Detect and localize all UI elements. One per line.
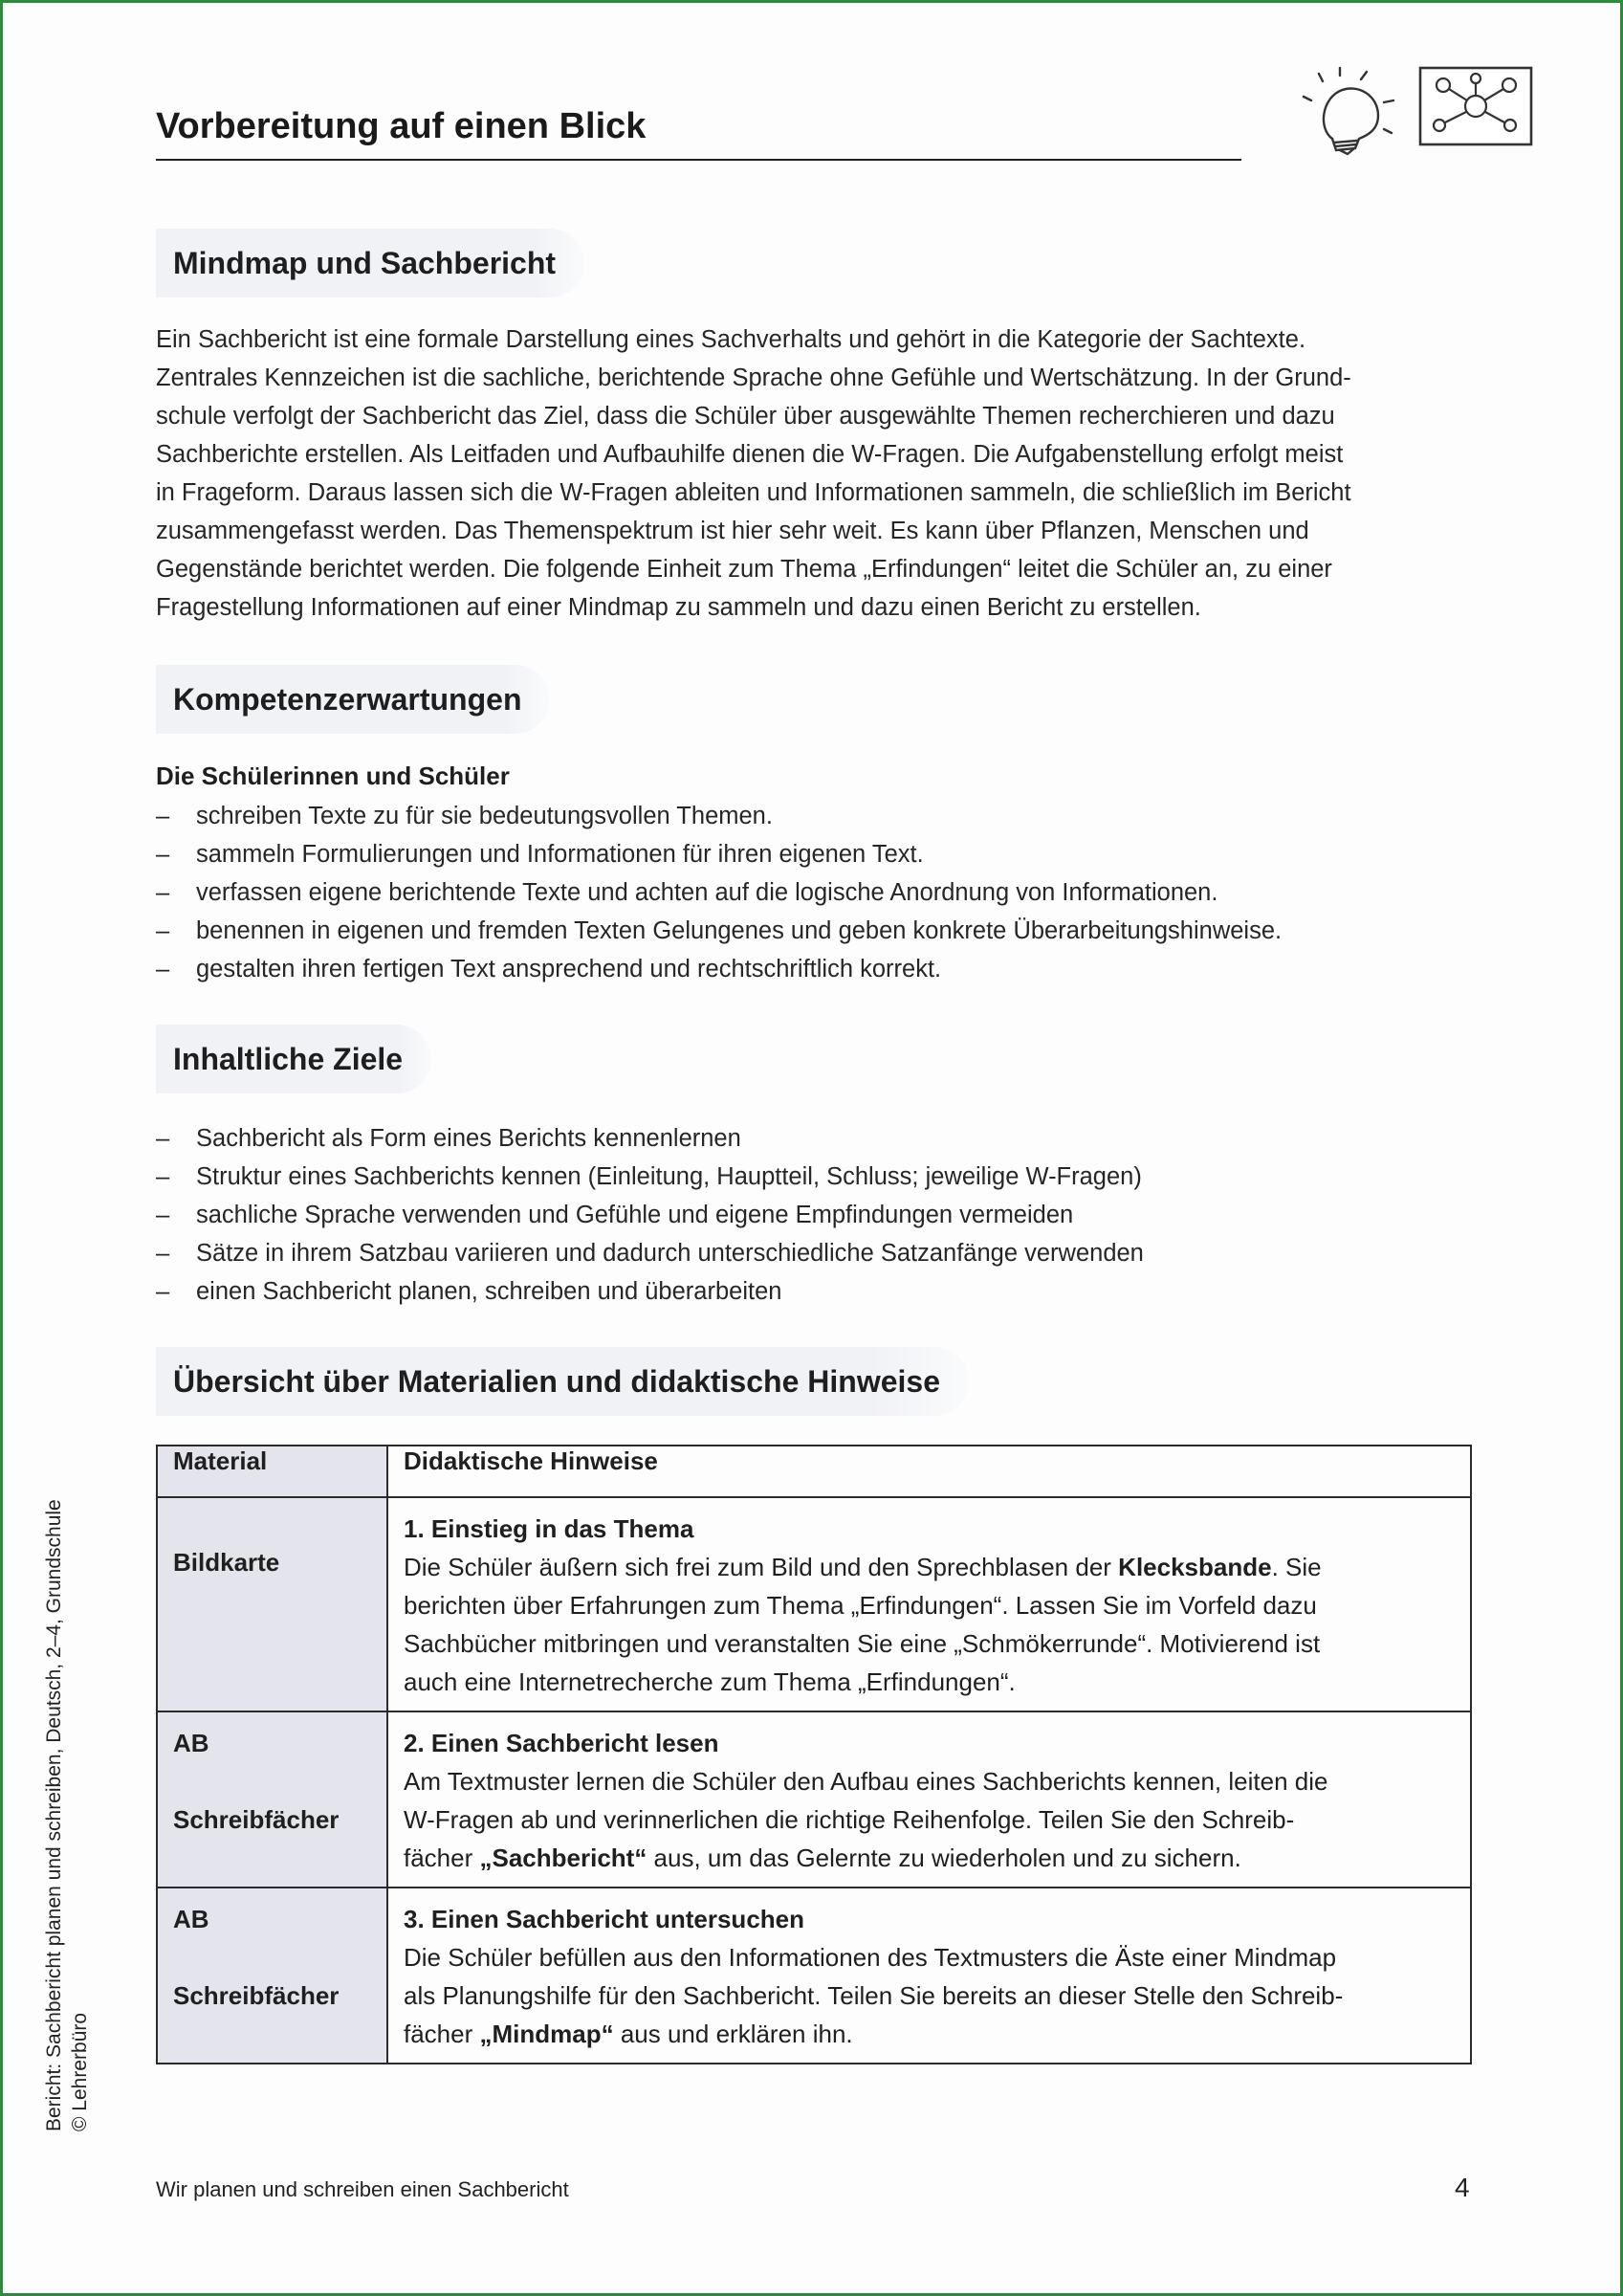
footer-title: Wir planen und schreiben einen Sachbericht — [156, 2177, 569, 2201]
step-title: 3. Einen Sachbericht untersuchen — [404, 1905, 804, 1933]
list-item: – benennen in eigenen und fremden Texten Gelungenes und geben konkrete Überarbeitungshinweise. — [156, 912, 1495, 950]
material-label: Schreibfächer — [173, 1981, 340, 2010]
text-fragment: . Sie — [1271, 1553, 1322, 1581]
hinweise-cell — [387, 1888, 1471, 2064]
list-item: – Sachbericht als Form eines Berichts kennenlernen — [156, 1119, 1495, 1158]
text-fragment: aus und erklären ihn. — [613, 2020, 853, 2048]
page-number: 4 — [1455, 2173, 1470, 2202]
material-label: Schreibfächer — [173, 1805, 340, 1834]
mindmap-icon — [1418, 66, 1533, 151]
paragraph-line: in Frageform. Daraus lassen sich die W-Fragen ableiten und Informationen sammeln, die schließlich im Bericht — [156, 479, 1351, 506]
paragraph-line: Gegenstände berichtet werden. Die folgende Einheit zum Thema „Erfindungen“ leitet die Schüler an, zu einer — [156, 556, 1332, 583]
paragraph-line: Zentrales Kennzeichen ist die sachliche, berichtende Sprache ohne Gefühle und Wertschätzung. In der Grund- — [156, 364, 1351, 391]
kompetenz-subheading: Die Schülerinnen und Schüler — [156, 762, 510, 790]
hinweise-cell — [387, 1711, 1471, 1888]
step-text-line: Die Schüler befüllen aus den Informationen des Textmusters die Äste einer Mindmap — [404, 1943, 1337, 1972]
table-row — [157, 1497, 1471, 1711]
text-fragment: fächer — [404, 2020, 480, 2048]
bold-term: „Mindmap“ — [479, 2020, 614, 2048]
bold-term: „Sachbericht“ — [479, 1843, 647, 1872]
paragraph-line: Ein Sachbericht ist eine formale Darstellung eines Sachverhalts und gehört in die Kategorie der Sachtexte. — [156, 326, 1306, 353]
material-cell — [157, 1888, 387, 2064]
paragraph-line: zusammengefasst werden. Das Themenspektrum ist hier sehr weit. Es kann über Pflanzen, Menschen und — [156, 518, 1309, 544]
bold-term: Klecksbande — [1118, 1553, 1272, 1581]
side-source-line: Bericht: Sachbericht planen und schreiben, Deutsch, 2–4, Grundschule — [43, 1499, 65, 2131]
section-heading-uebersicht: Übersicht über Materialien und didaktische Hinweise — [156, 1347, 969, 1416]
materials-table — [156, 1445, 1472, 2064]
step-text — [404, 1762, 1455, 1877]
material-cell — [157, 1711, 387, 1888]
list-item: – gestalten ihren fertigen Text ansprechend und rechtschriftlich korrekt. — [156, 950, 1495, 988]
page-title: Vorbereitung auf einen Blick — [156, 106, 647, 146]
section-heading-ziele: Inhaltliche Ziele — [156, 1025, 431, 1093]
step-text-line: Sachbücher mitbringen und veranstalten Sie eine „Schmökerrunde“. Motivierend ist — [404, 1629, 1321, 1658]
hinweise-cell — [387, 1497, 1471, 1711]
step-text-line: auch eine Internetrecherche zum Thema „Erfindungen“. — [404, 1667, 1016, 1696]
step-title: 2. Einen Sachbericht lesen — [404, 1729, 719, 1757]
step-text-line — [404, 1839, 1455, 1877]
step-text-line — [404, 1548, 1455, 1586]
step-text — [404, 1548, 1455, 1701]
step-text-line: W-Fragen ab und verinnerlichen die richtige Reihenfolge. Teilen Sie den Schreib- — [404, 1805, 1295, 1834]
table-header-hinweise: Didaktische Hinweise — [387, 1446, 1471, 1497]
kompetenz-list — [156, 797, 1495, 988]
step-text-line: als Planungshilfe für den Sachbericht. Teilen Sie bereits an dieser Stelle den Schreib- — [404, 1981, 1344, 2010]
title-underline — [156, 159, 1241, 161]
step-text-line: berichten über Erfahrungen zum Thema „Erfindungen“. Lassen Sie im Vorfeld dazu — [404, 1591, 1317, 1620]
text-fragment: fächer — [404, 1843, 480, 1872]
material-label: AB — [173, 1905, 209, 1933]
section-heading-mindmap: Mindmap und Sachbericht — [156, 229, 584, 298]
material-cell — [157, 1497, 387, 1711]
side-copyright-line: © Lehrerbüro — [69, 2012, 91, 2131]
table-header-material: Material — [157, 1446, 387, 1497]
table-row — [157, 1888, 1471, 2064]
table-header-row — [157, 1446, 1471, 1497]
side-copyright — [41, 1499, 93, 2131]
paragraph-line: Fragestellung Informationen auf einer Mindmap zu sammeln und dazu einen Bericht zu erstellen. — [156, 594, 1201, 621]
step-text-line — [404, 2015, 1455, 2053]
material-label: AB — [173, 1729, 209, 1757]
intro-paragraph — [156, 320, 1476, 627]
list-item: – Sätze in ihrem Satzbau variieren und dadurch unterschiedliche Satzanfänge verwenden — [156, 1234, 1495, 1272]
text-fragment: aus, um das Gelernte zu wiederholen und zu sichern. — [647, 1843, 1241, 1872]
section-heading-kompetenz: Kompetenzerwartungen — [156, 665, 550, 734]
ziele-list — [156, 1119, 1495, 1311]
step-text-line: Am Textmuster lernen die Schüler den Aufbau eines Sachberichts kennen, leiten die — [404, 1767, 1328, 1796]
text-fragment: Die Schüler äußern sich frei zum Bild und den Sprechblasen der — [404, 1553, 1119, 1581]
step-text — [404, 1938, 1455, 2053]
list-item: – schreiben Texte zu für sie bedeutungsvollen Themen. — [156, 797, 1495, 835]
lightbulb-icon — [1294, 62, 1399, 163]
list-item: – sammeln Formulierungen und Informationen für ihren eigenen Text. — [156, 835, 1495, 873]
list-item: – einen Sachbericht planen, schreiben und überarbeiten — [156, 1272, 1495, 1311]
step-title: 1. Einstieg in das Thema — [404, 1514, 694, 1543]
paragraph-line: Sachberichte erstellen. Als Leitfaden und Aufbauhilfe dienen die W-Fragen. Die Aufgabenstellung erfolgt meist — [156, 441, 1344, 468]
table-row — [157, 1711, 1471, 1888]
material-label: Bildkarte — [173, 1548, 280, 1577]
list-item: – verfassen eigene berichtende Texte und achten auf die logische Anordnung von Informationen. — [156, 873, 1495, 912]
list-item: – Struktur eines Sachberichts kennen (Einleitung, Hauptteil, Schluss; jeweilige W-Fragen) — [156, 1158, 1495, 1196]
list-item: – sachliche Sprache verwenden und Gefühle und eigene Empfindungen vermeiden — [156, 1196, 1495, 1234]
paragraph-line: schule verfolgt der Sachbericht das Ziel, dass die Schüler über ausgewählte Themen recherchieren und dazu — [156, 403, 1335, 430]
